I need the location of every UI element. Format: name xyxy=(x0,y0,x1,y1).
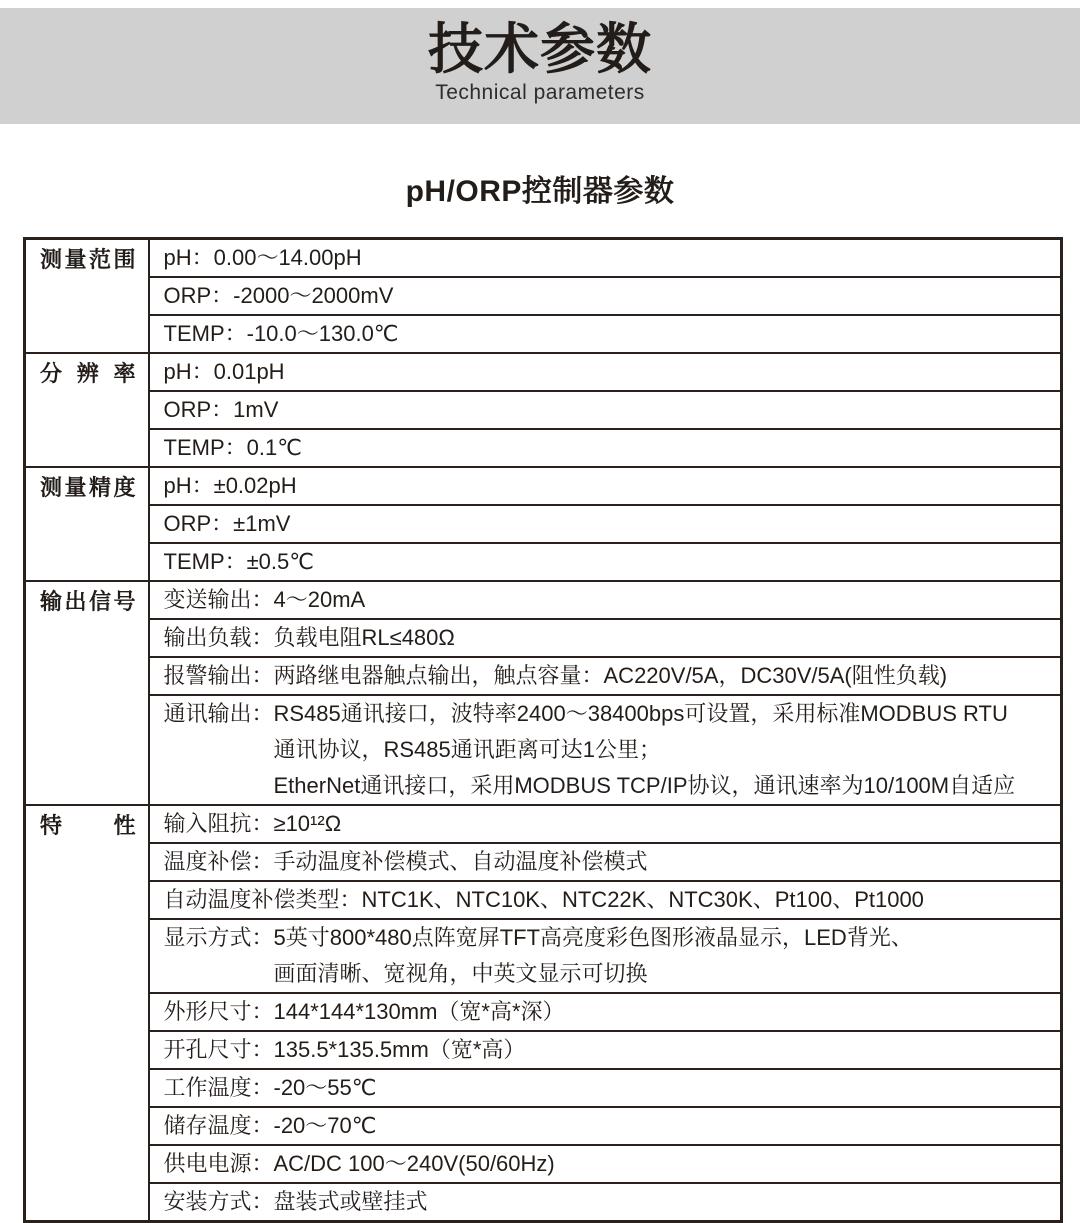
spec-value-line: 安装方式：盘装式或壁挂式 xyxy=(163,1189,428,1214)
page-title: 技术参数 xyxy=(427,18,652,80)
spec-category-cell: 输出信号 xyxy=(25,581,149,805)
spec-value-line: 自动温度补偿类型：NTC1K、NTC10K、NTC22K、NTC30K、Pt100、Pt1000 xyxy=(163,887,924,912)
spec-category-cell: 特性 xyxy=(25,805,149,1222)
spec-value-cell xyxy=(149,505,1062,543)
spec-value-cell xyxy=(149,391,1062,429)
spec-row xyxy=(25,429,1062,467)
spec-category-cell: 测量范围 xyxy=(25,239,149,354)
header-banner xyxy=(0,8,1080,124)
spec-value-line: TEMP：-10.0～130.0℃ xyxy=(163,321,399,346)
spec-row xyxy=(25,805,1062,843)
spec-value-cell xyxy=(149,993,1062,1031)
spec-row xyxy=(25,1107,1062,1145)
spec-value-line: EtherNet通讯接口，采用MODBUS TCP/IP协议，通讯速率为10/100M自适应 xyxy=(273,773,1016,798)
spec-row xyxy=(25,277,1062,315)
page-subtitle: Technical parameters xyxy=(435,80,645,104)
spec-row xyxy=(25,619,1062,657)
spec-row xyxy=(25,1069,1062,1107)
spec-category-cell: 分辨率 xyxy=(25,353,149,467)
spec-value-line: 温度补偿：手动温度补偿模式、自动温度补偿模式 xyxy=(163,849,648,874)
spec-value-cell xyxy=(149,619,1062,657)
spec-value-line: 输入阻抗：≥10¹²Ω xyxy=(163,811,342,836)
spec-row xyxy=(25,1183,1062,1222)
spec-value-line: pH：0.01pH xyxy=(163,359,285,384)
spec-row xyxy=(25,467,1062,505)
spec-value-cell xyxy=(149,919,1062,993)
spec-value-line: 报警输出：两路继电器触点输出，触点容量：AC220V/5A，DC30V/5A(阻性负载) xyxy=(163,663,948,688)
spec-value-line: 输出负载：负载电阻RL≤480Ω xyxy=(163,625,455,650)
spec-value-cell xyxy=(149,805,1062,843)
spec-row xyxy=(25,1145,1062,1183)
spec-row xyxy=(25,315,1062,353)
spec-table-body xyxy=(25,239,1062,1222)
spec-row xyxy=(25,543,1062,581)
spec-value-cell xyxy=(149,1069,1062,1107)
spec-value-cell xyxy=(149,1031,1062,1069)
spec-row xyxy=(25,881,1062,919)
spec-value-cell xyxy=(149,429,1062,467)
spec-value-cell xyxy=(149,843,1062,881)
spec-value-cell xyxy=(149,881,1062,919)
spec-row xyxy=(25,993,1062,1031)
spec-row xyxy=(25,391,1062,429)
spec-value-line: pH：±0.02pH xyxy=(163,473,297,498)
spec-value-line: 外形尺寸：144*144*130mm（宽*高*深） xyxy=(163,999,565,1024)
spec-value-cell xyxy=(149,1183,1062,1222)
section-title: pH/ORP控制器参数 xyxy=(405,175,675,208)
spec-table xyxy=(23,237,1063,1223)
spec-value-cell xyxy=(149,657,1062,695)
spec-value-line: 工作温度：-20～55℃ xyxy=(163,1075,377,1100)
spec-value-line: ORP：1mV xyxy=(163,397,279,422)
spec-value-line: pH：0.00～14.00pH xyxy=(163,245,362,270)
spec-row xyxy=(25,239,1062,278)
spec-row xyxy=(25,919,1062,993)
spec-row xyxy=(25,843,1062,881)
spec-value-line: 开孔尺寸：135.5*135.5mm（宽*高） xyxy=(163,1037,526,1062)
spec-value-line: 显示方式：5英寸800*480点阵宽屏TFT高亮度彩色图形液晶显示，LED背光、 xyxy=(163,925,913,950)
spec-row xyxy=(25,505,1062,543)
spec-value-cell xyxy=(149,543,1062,581)
spec-value-line: 画面清晰、宽视角，中英文显示可切换 xyxy=(273,961,648,986)
spec-value-cell xyxy=(149,277,1062,315)
spec-value-cell xyxy=(149,1145,1062,1183)
spec-value-line: 变送输出：4～20mA xyxy=(163,587,366,612)
spec-value-line: ORP：±1mV xyxy=(163,511,291,536)
spec-value-cell xyxy=(149,315,1062,353)
spec-category-cell: 测量精度 xyxy=(25,467,149,581)
spec-row xyxy=(25,353,1062,391)
spec-value-cell xyxy=(149,695,1062,805)
spec-value-line: 供电电源：AC/DC 100～240V(50/60Hz) xyxy=(163,1151,555,1176)
spec-value-line: TEMP：0.1℃ xyxy=(163,435,302,460)
spec-row xyxy=(25,581,1062,619)
spec-value-line: 通讯协议，RS485通讯距离可达1公里； xyxy=(273,737,662,762)
spec-row xyxy=(25,1031,1062,1069)
spec-value-cell xyxy=(149,1107,1062,1145)
spec-value-line: 储存温度：-20～70℃ xyxy=(163,1113,377,1138)
spec-row xyxy=(25,657,1062,695)
spec-value-cell xyxy=(149,239,1062,278)
spec-value-line: ORP：-2000～2000mV xyxy=(163,283,394,308)
spec-value-line: 通讯输出：RS485通讯接口，波特率2400～38400bps可设置，采用标准MODBUS RTU xyxy=(163,701,1008,726)
spec-value-cell xyxy=(149,467,1062,505)
spec-value-cell xyxy=(149,581,1062,619)
spec-value-line: TEMP：±0.5℃ xyxy=(163,549,314,574)
spec-row xyxy=(25,695,1062,805)
spec-value-cell xyxy=(149,353,1062,391)
